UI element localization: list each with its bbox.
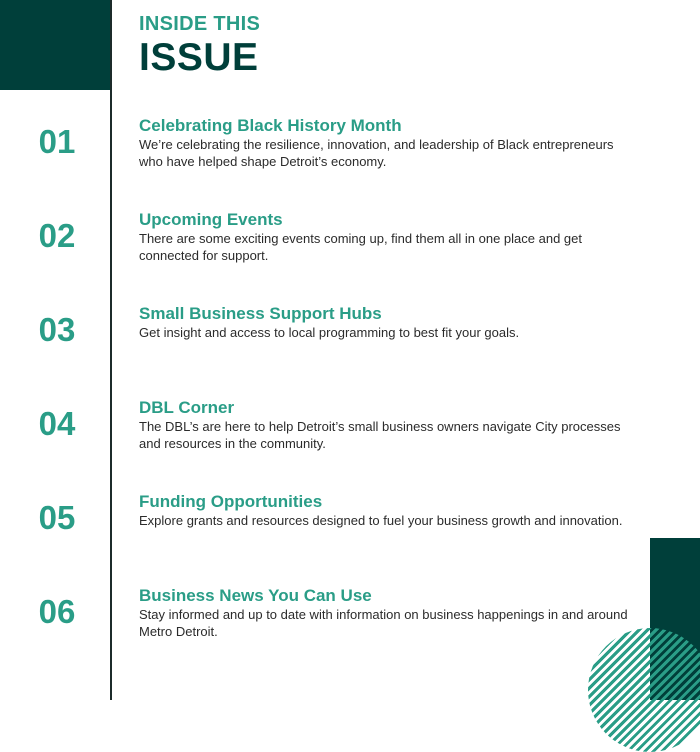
toc-item-06	[139, 586, 639, 640]
toc-item-title: Small Business Support Hubs	[139, 304, 382, 323]
header	[139, 12, 260, 80]
item-number-02: 02	[38, 217, 76, 254]
toc-item-description: Get insight and access to local programming to best fit your goals.	[139, 325, 520, 340]
toc-item-02	[139, 210, 639, 264]
toc-item-title: Upcoming Events	[139, 210, 283, 229]
item-number-06: 06	[38, 593, 76, 630]
toc-item-description: We’re celebrating the resilience, innovation, and leadership of Black entrepreneurs who have helped shape Detroit’s economy.	[139, 137, 614, 169]
item-number-03: 03	[38, 311, 76, 348]
toc-item-title: DBL Corner	[139, 398, 235, 417]
toc-item-description: Explore grants and resources designed to fuel your business growth and innovation.	[139, 513, 623, 528]
toc-item-04	[139, 398, 639, 452]
toc-item-description: There are some exciting events coming up, find them all in one place and get connected for support.	[139, 231, 582, 263]
header-kicker: INSIDE THIS	[139, 13, 261, 35]
toc-item-description: The DBL’s are here to help Detroit’s small business owners navigate City processes and resources in the community.	[139, 419, 621, 451]
toc-item-title: Celebrating Black History Month	[139, 116, 402, 135]
toc-item-description: Stay informed and up to date with information on business happenings in and around Metro Detroit.	[139, 607, 628, 639]
toc-item-title: Funding Opportunities	[139, 492, 323, 511]
corner-block-decoration	[0, 0, 112, 90]
toc-item-03	[139, 304, 639, 341]
page-title: ISSUE	[139, 36, 259, 79]
striped-circle-decoration	[588, 628, 700, 752]
item-number-05: 05	[38, 499, 76, 536]
toc-item-title: Business News You Can Use	[139, 586, 372, 605]
item-number-04: 04	[38, 405, 76, 442]
item-number-01: 01	[38, 123, 76, 160]
toc-item-05	[139, 492, 639, 529]
toc-item-01	[139, 116, 639, 170]
